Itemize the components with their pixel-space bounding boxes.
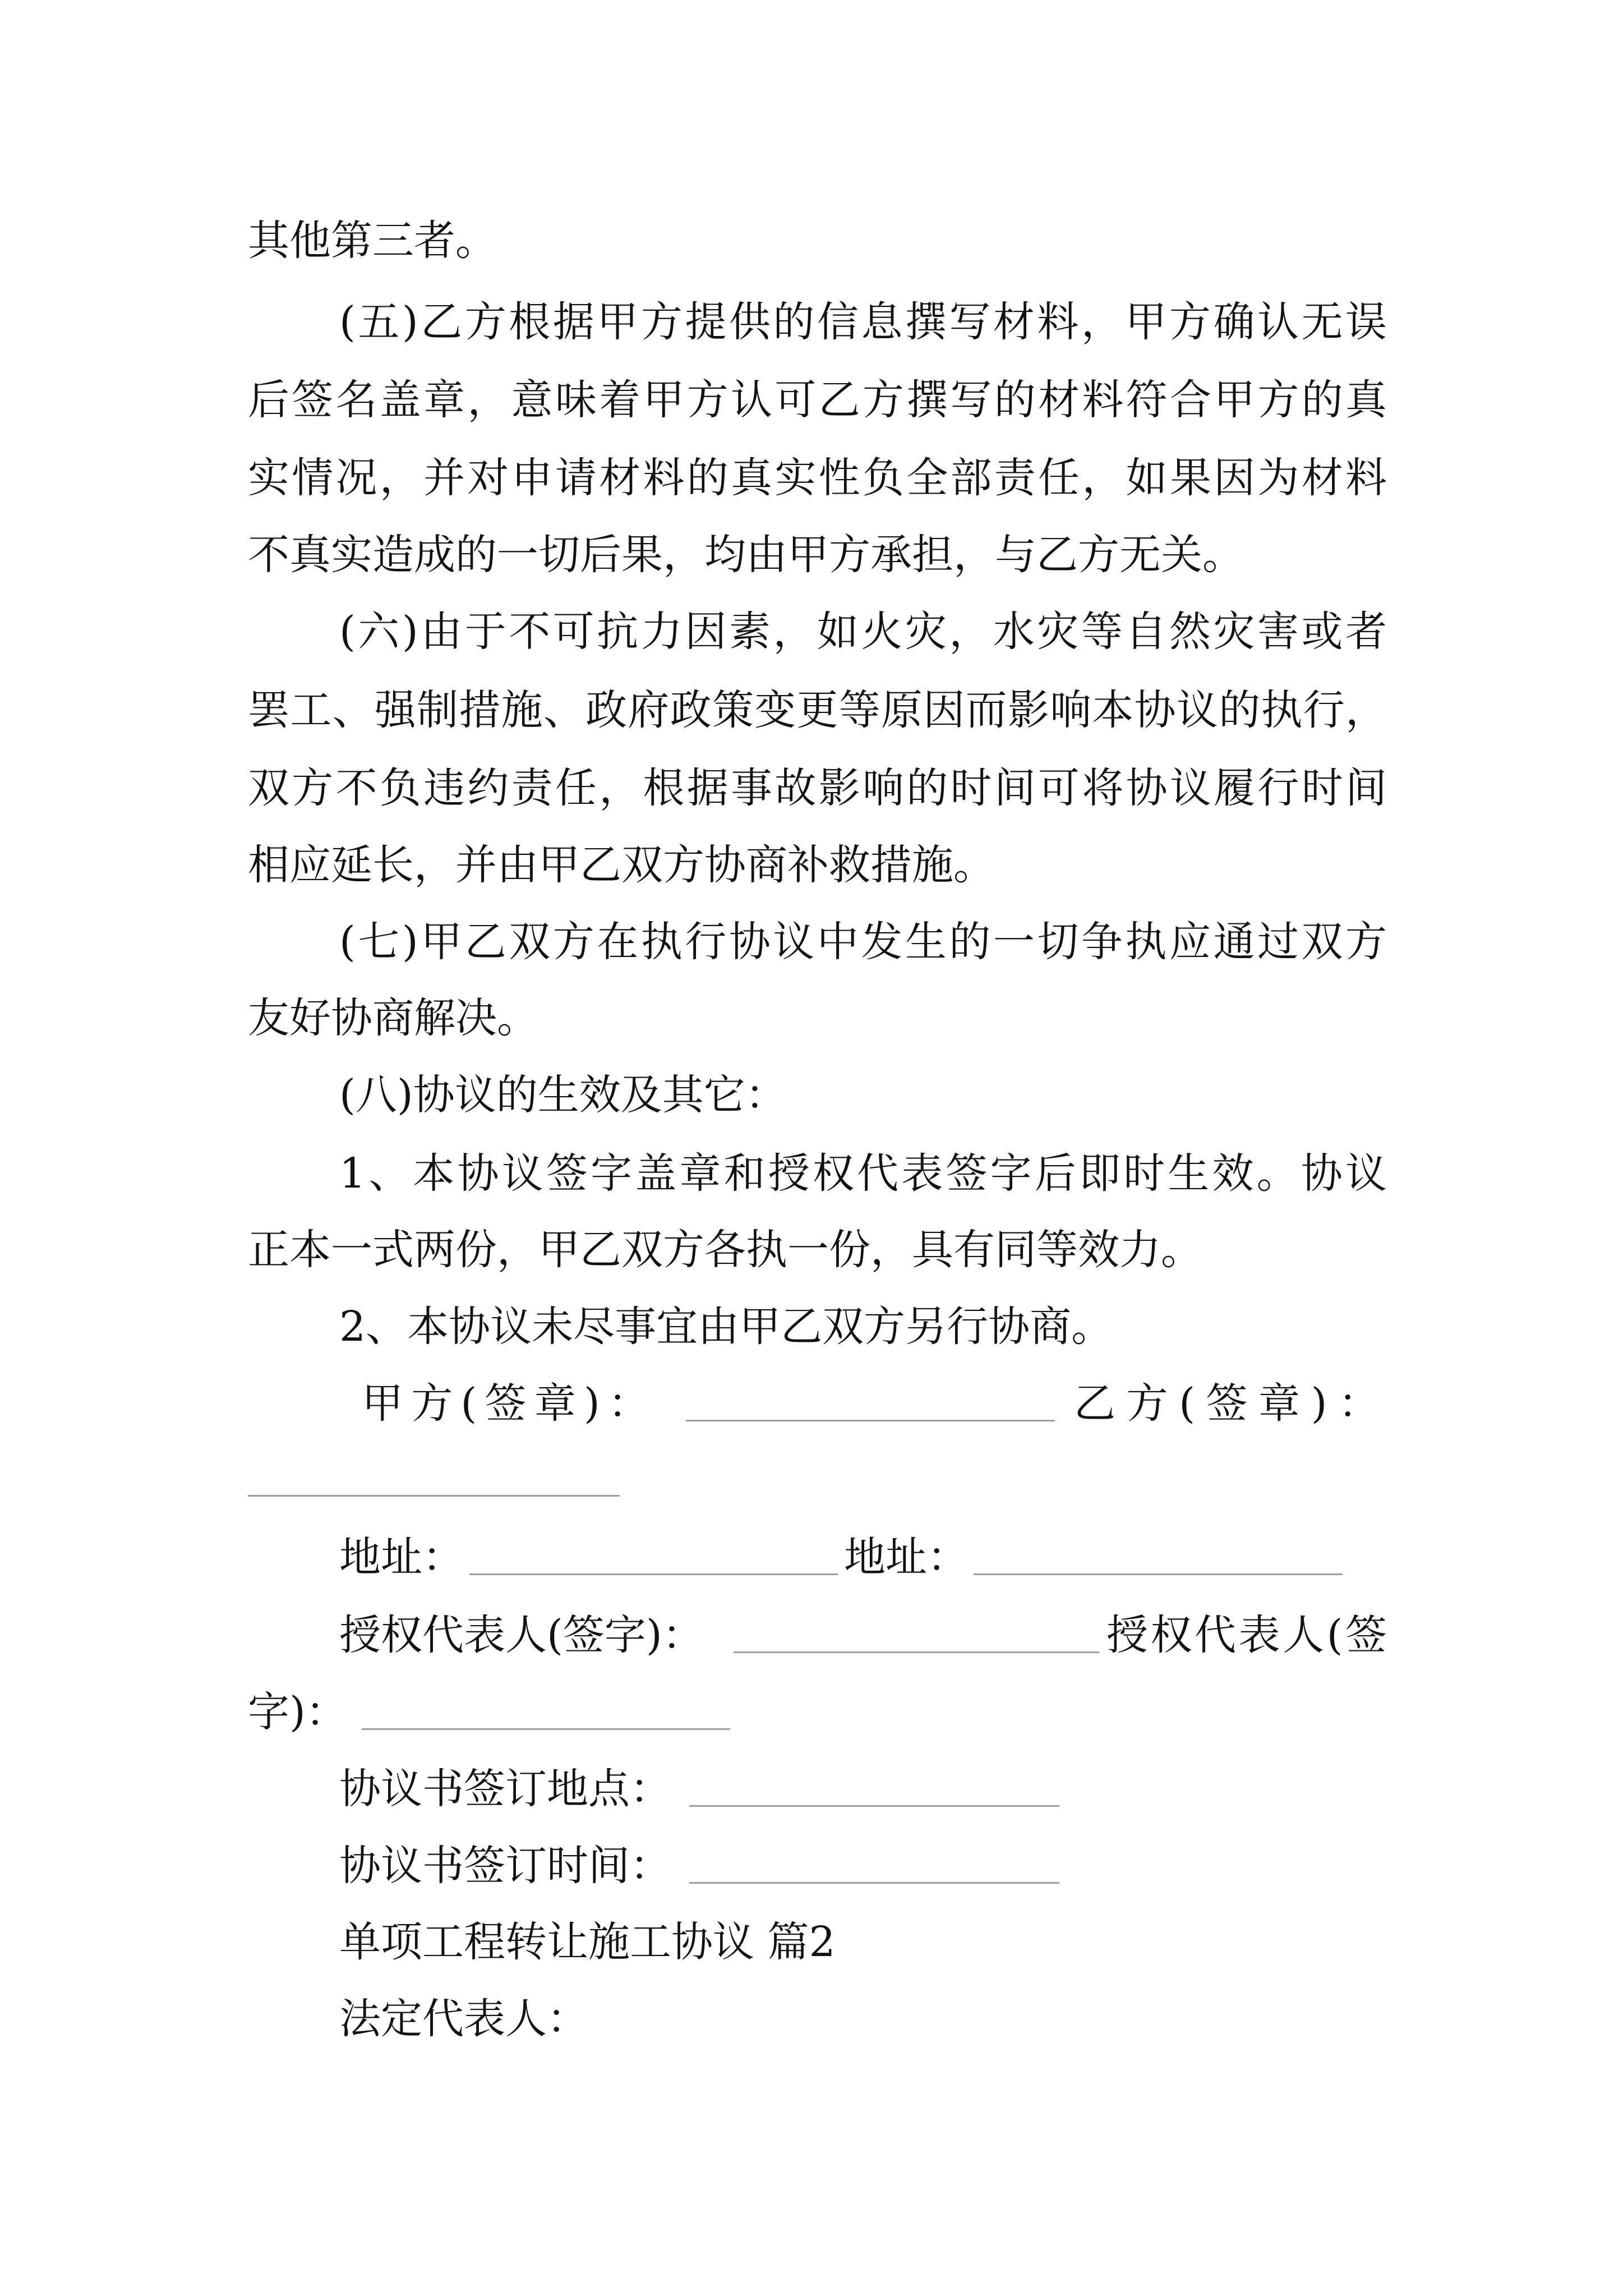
clause-line: 不真实造成的一切后果，均由甲方承担，与乙方无关。	[248, 531, 1244, 579]
clause-line: 实情况，并对申请材料的真实性负全部责任，如果因为材料	[248, 454, 1387, 502]
party-b-address-blank	[974, 1573, 1343, 1575]
party-a-seal-blank	[686, 1420, 1055, 1421]
legal-representative-label: 法定代表人：	[339, 1995, 588, 2043]
clause-line: 双方不负违约责任，根据事故影响的时间可将协议履行时间	[248, 764, 1387, 812]
clause-line: 其他第三者。	[248, 217, 497, 265]
party-b-seal-label: 乙方(签章)：	[1074, 1379, 1380, 1428]
clause-line: 罢工、强制措施、政府政策变更等原因而影响本协议的执行，	[248, 686, 1387, 734]
signing-place-label: 协议书签订地点：	[339, 1765, 671, 1813]
clause-heading-6: (六)由于不可抗力因素，如火灾，水灾等自然灾害或者	[339, 608, 1387, 656]
party-a-address-label: 地址：	[339, 1533, 464, 1581]
party-b-address-label: 地址：	[844, 1533, 969, 1581]
party-b-seal-blank	[248, 1495, 620, 1497]
clause-line: 友好协商解决。	[248, 994, 538, 1042]
clause-line: 相应延长，并由甲乙双方协商补救措施。	[248, 841, 995, 889]
party-b-representative-blank	[362, 1728, 730, 1730]
party-a-address-blank	[469, 1573, 838, 1575]
signing-time-blank	[689, 1882, 1059, 1884]
clause-item-2: 2、本协议未尽事宜由甲乙双方另行协商。	[339, 1303, 1113, 1351]
party-b-representative-label: 授权代表人(签	[1106, 1611, 1387, 1659]
clause-line: 后签名盖章，意味着甲方认可乙方撰写的材料符合甲方的真	[248, 376, 1387, 424]
signing-place-blank	[689, 1805, 1059, 1807]
clause-heading-7: (七)甲乙双方在执行协议中发生的一切争执应通过双方	[339, 918, 1387, 966]
clause-line: 正本一式两份，甲乙双方各执一份，具有同等效力。	[248, 1226, 1202, 1274]
clause-item-1: 1、本协议签字盖章和授权代表签字后即时生效。协议	[339, 1149, 1387, 1198]
party-b-representative-label-cont: 字)：	[248, 1688, 347, 1736]
clause-heading-8: (八)协议的生效及其它：	[339, 1071, 787, 1119]
party-a-representative-blank	[734, 1651, 1099, 1653]
party-a-representative-label: 授权代表人(签字)：	[339, 1611, 704, 1659]
section-title: 单项工程转让施工协议 篇2	[339, 1918, 836, 1966]
party-a-seal-label: 甲方(签章)：	[362, 1379, 649, 1428]
signing-time-label: 协议书签订时间：	[339, 1842, 671, 1890]
clause-heading-5: (五)乙方根据甲方提供的信息撰写材料，甲方确认无误	[339, 298, 1387, 346]
